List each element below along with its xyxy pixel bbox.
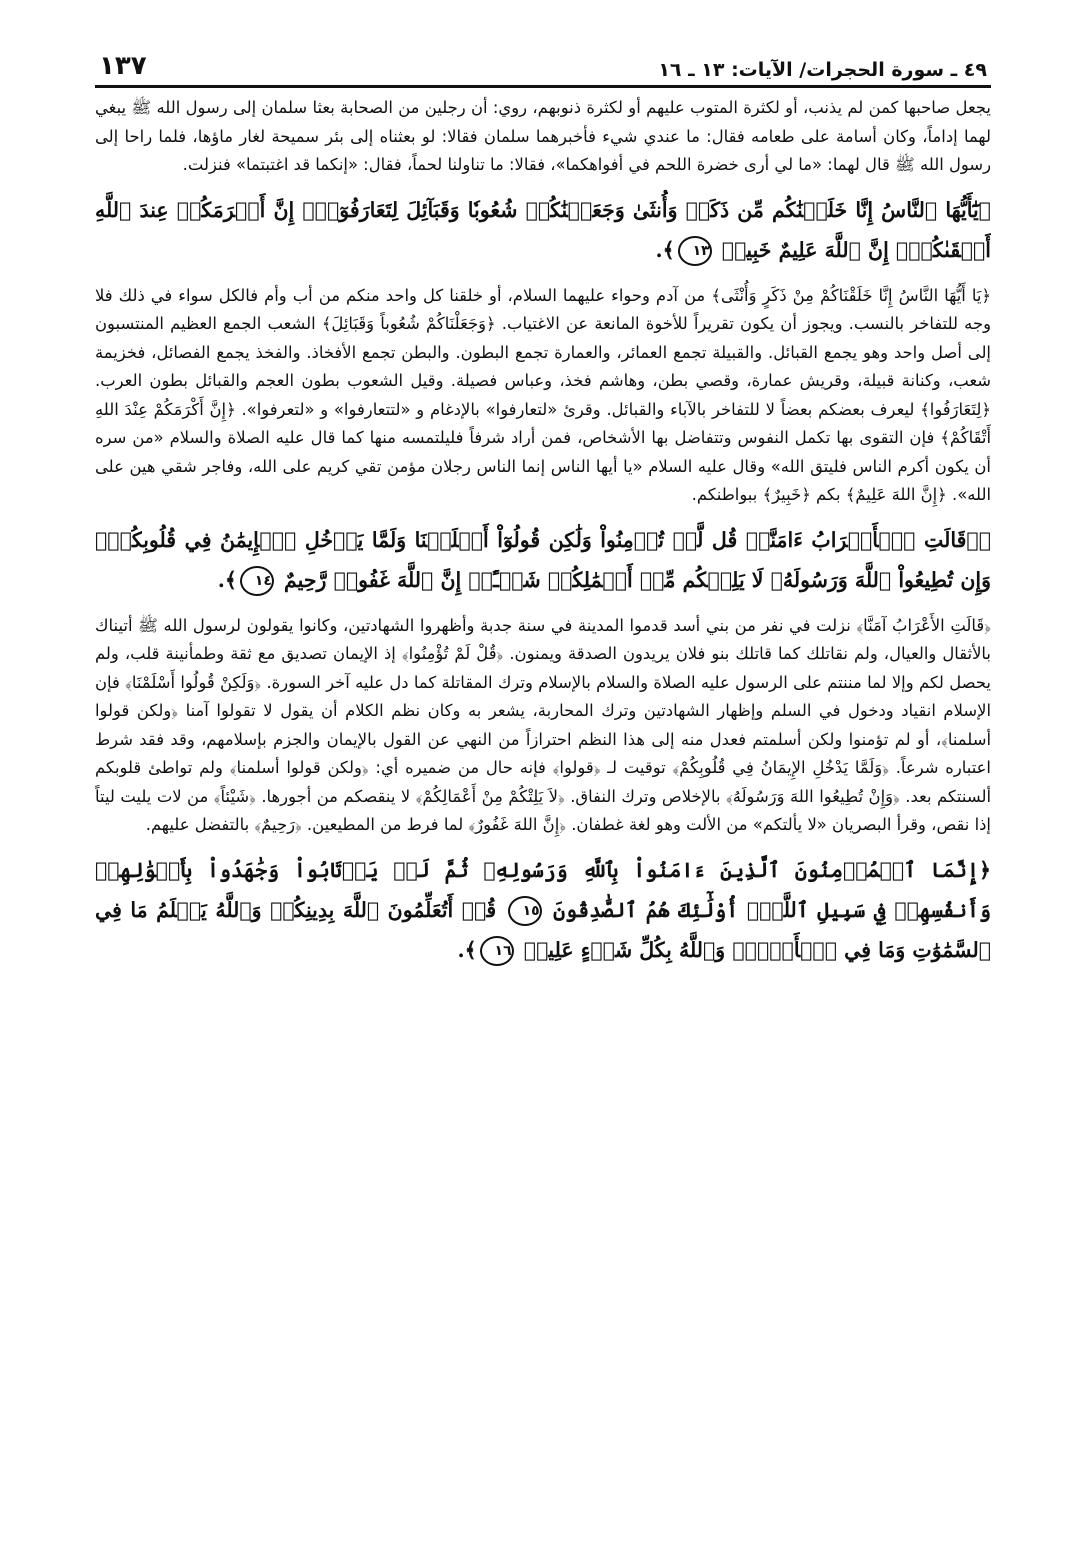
verse-text: ﴿۞قَالَتِ ٱلۡأَعۡرَابُ ءَامَنَّاۖ قُل لَّمۡ تُؤۡمِنُواْ وَلَٰكِن قُولُوٓاْ أَسۡلَمۡنَا وَلَمَّا يَدۡخُلِ ٱلۡإِيمَٰنُ فِي قُلُوبِكُمۡۖ وَإِن تُطِيعُواْ ٱللَّهَ وَرَسُولَهُۥ لَا يَلِتۡكُم مِّنۡ أَعۡمَٰلِكُمۡ شَيۡـًٔاۚ إِنَّ ٱللَّهَ غَفُورٞ رَّحِيمٌ [95, 527, 991, 592]
ayah-number-marker: ١٣ [678, 236, 712, 266]
commentary-paragraph: ﴿قَالَتِ الأَعْرَابُ آمَنَّا﴾ نزلت في نفر من بني أسد قدموا المدينة في سنة جدبة وأظهروا الشهادتين، وكانوا يقولون لرسول الله ﷺ أتيناك بالأثقال والعيال، ولم نقاتلك كما قاتلك بنو فلان يريدون الصدقة ويمنون. ﴿قُلْ لَمْ تُؤْمِنُوا﴾ إذ الإيمان تصديق مع ثقة وطمأنينة قلب، ولم يحصل لكم وإلا لما مننتم على الرسول عليه الصلاة والسلام بالإسلام وترك المقاتلة كما دل عليه آخر السورة. ﴿وَلَكِنْ قُولُوا أَسْلَمْنَا﴾ فإن الإسلام انقياد ودخول في السلم وإظهار الشهادتين وترك المحاربة، يشعر به وكان نظم الكلام أن يقول لا تقولوا آمنا ﴿ولكن قولوا أسلمنا﴾، أو لم تؤمنوا ولكن أسلمتم فعدل منه إلى هذا النظم احترازاً من النهي عن القول بالإيمان والجزم بإسلامهم، وقد فقد شرط اعتباره شرعاً. ﴿وَلَمَّا يَدْخُلِ الإِيمَانُ فِي قُلُوبِكُمْ﴾ توقيت لـ ﴿قولوا﴾ فإنه حال من ضميره أي: ﴿ولكن قولوا أسلمنا﴾ ولم تواطئ قلوبكم ألسنتكم بعد. ﴿وَإِنْ تُطِيعُوا اللهَ وَرَسُولَهُ﴾ بالإخلاص وترك النفاق. ﴿لاَ يَلِتْكُمْ مِنْ أَعْمَالِكُمْ﴾ لا ينقصكم من أجورها. ﴿شَيْئاً﴾ من لات يليت ليتاً إذا نقص، وقرأ البصريان «لا يألتكم» من الألت وهو لغة غطفان. ﴿إِنَّ اللهَ غَفُورٌ﴾ لما فرط من المطيعين. ﴿رَحِيمٌ﴾ بالتفضل عليهم. [95, 615, 991, 834]
surah-header-title: ٤٩ ـ سورة الحجرات/ الآيات: ١٣ ـ ١٦ [658, 59, 987, 81]
ayah-number-marker: ١٦ [480, 936, 514, 966]
verse-close-bracket: ﴾. [655, 237, 675, 262]
quran-verse-14 [95, 520, 991, 600]
commentary-paragraph: ﴿يَا أَيُّهَا النَّاسُ إِنَّا خَلَقْنَاكُمْ مِنْ ذَكَرٍ وَأُنْثَى﴾ من آدم وحواء عليهما السلام، أو خلقنا كل واحد منكم من أب وأم فالكل سواء في ذلك فلا وجه للتفاخر بالنسب. ويجوز أن يكون تقريراً للأخوة المانعة عن الاغتياب. ﴿وَجَعَلْنَاكُمْ شُعُوباً وَقَبَائِلَ﴾ الشعب الجمع العظيم المنتسبون إلى أصل واحد وهو يجمع القبائل. والقبيلة تجمع العمائر، والعمارة تجمع البطون. والبطن تجمع الأفخاذ. والفخذ يجمع الفصائل، فخزيمة شعب، وكنانة قبيلة، وقريش عمارة، وقصي بطن، وهاشم فخذ، وعباس فصيلة. وقيل الشعوب بطون العجم والقبائل بطون العرب. ﴿لِتَعَارَفُوا﴾ ليعرف بعضكم بعضاً لا للتفاخر بالآباء والقبائل. وقرئ «لتعارفوا» بالإدغام و «لتتعارفوا» و «لتعرفوا». ﴿إِنَّ أَكْرَمَكُمْ عِنْدَ اللهِ أَتْقَاكُمْ﴾ فإن التقوى بها تكمل النفوس وتتفاضل بها الأشخاص، فمن أراد شرفاً فليلتمسه منها كما قال عليه الصلاة والسلام «من سره أن يكون أكرم الناس فليتق الله» وقال عليه السلام «يا أيها الناس إنما الناس رجلان مؤمن تقي كريم على الله، وفاجر شقي هين على الله». ﴿إِنَّ اللهَ عَلِيمٌ﴾ بكم ﴿خَبِيرٌ﴾ ببواطنكم. [95, 285, 991, 504]
ayah-number-marker: ١٥ [508, 896, 542, 926]
ayah-number-marker: ١٤ [240, 566, 274, 596]
verse-close-bracket: ﴾. [457, 937, 477, 962]
quran-verse-15-16 [95, 850, 991, 970]
verse-text: قُلۡ أَتُعَلِّمُونَ ٱللَّهَ بِدِينِكُمۡ وَٱللَّهُ يَعۡلَمُ مَا فِي ٱلسَّمَٰوَٰتِ وَمَا فِي ٱلۡأَرۡضِۚ وَٱللَّهُ بِكُلِّ شَيۡءٍ عَلِيمٞ [95, 897, 991, 962]
verse-text: ﴿إِنَّمَا ٱلۡمُؤۡمِنُونَ ٱلَّذِينَ ءَامَنُواْ بِٱللَّهِ وَرَسُولِهِۦ ثُمَّ لَمۡ يَرۡتَابُواْ وَجَٰهَدُواْ بِأَمۡوَٰلِهِمۡ وَأَنفُسِهِمۡ فِي سَبِيلِ ٱللَّهِۚ أُوْلَٰٓئِكَ هُمُ ٱلصَّٰدِقُونَ [95, 857, 991, 922]
book-page [95, 40, 991, 1510]
verse-close-bracket: ﴾. [217, 567, 237, 592]
quran-verse-13 [95, 190, 991, 270]
running-header [95, 40, 991, 88]
page-number: ١٣٧ [99, 51, 147, 81]
commentary-paragraph: يجعل صاحبها كمن لم يذنب، أو لكثرة المتوب عليهم أو لكثرة ذنوبهم، روي: أن رجلين من الصحابة بعثا سلمان إلى رسول الله ﷺ يبغي لهما إداماً، وكان أسامة على طعامه فقال: ما عندي شيء فأخبرهما سلمان فقالا: لو بعثناه إلى بئر سميحة لغار ماؤها، فلما راحا إلى رسول الله ﷺ قال لهما: «ما لي أرى خضرة اللحم في أفواهكما»، فقالا: ما تناولنا لحماً، فقال: «إنكما قد اغتبتما» فنزلت. [95, 98, 991, 174]
verse-text: ﴿يَٰٓأَيُّهَا ٱلنَّاسُ إِنَّا خَلَقۡنَٰكُم مِّن ذَكَرٖ وَأُنثَىٰ وَجَعَلۡنَٰكُمۡ شُعُوبٗا وَقَبَآئِلَ لِتَعَارَفُوٓاْۚ إِنَّ أَكۡرَمَكُمۡ عِندَ ٱللَّهِ أَتۡقَىٰكُمۡۚ إِنَّ ٱللَّهَ عَلِيمٌ خَبِيرٞ [95, 197, 991, 262]
